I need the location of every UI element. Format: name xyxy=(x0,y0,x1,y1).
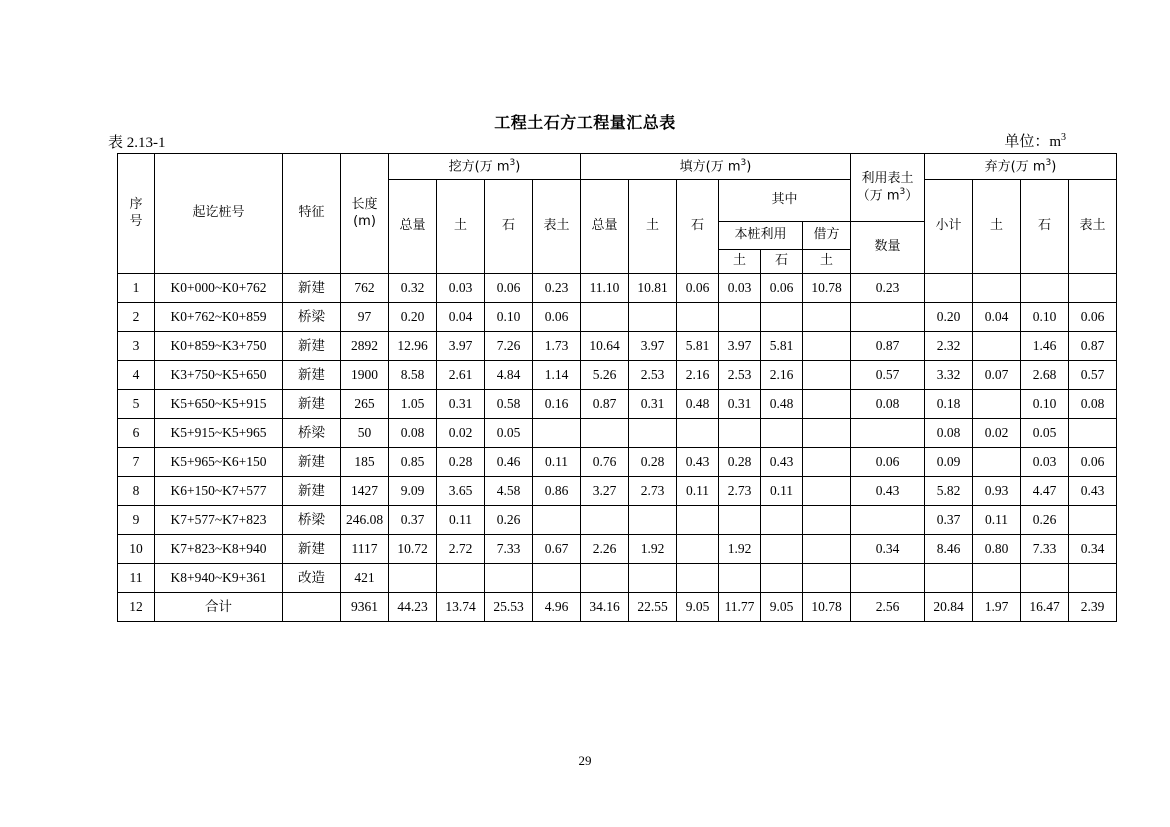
cell-seq: 4 xyxy=(118,361,155,390)
cell-fill-total xyxy=(581,564,629,593)
cell-borrow-soil xyxy=(803,361,851,390)
header-waste-group xyxy=(925,154,1117,180)
cell-waste-topsoil xyxy=(1069,564,1117,593)
header-cut-total: 总量 xyxy=(389,180,437,274)
header-borrow-soil: 土 xyxy=(803,250,851,274)
header-fill-soil: 土 xyxy=(629,180,677,274)
cell-fill-rock xyxy=(677,506,719,535)
cell-fill-soil: 22.55 xyxy=(629,593,677,622)
table-header xyxy=(118,154,1117,274)
cell-seq: 6 xyxy=(118,419,155,448)
cell-station: K0+859~K3+750 xyxy=(155,332,283,361)
cell-fill-soil: 0.28 xyxy=(629,448,677,477)
cell-fill-rock xyxy=(677,564,719,593)
cell-borrow-soil xyxy=(803,564,851,593)
header-waste-topsoil: 表土 xyxy=(1069,180,1117,274)
cell-waste-topsoil: 0.43 xyxy=(1069,477,1117,506)
header-waste-group-sup: 3 xyxy=(1045,157,1052,168)
cell-pile-rock: 0.06 xyxy=(761,274,803,303)
header-length-label: 长度 xyxy=(351,197,378,213)
cell-pile-rock: 9.05 xyxy=(761,593,803,622)
cell-seq: 12 xyxy=(118,593,155,622)
cell-waste-topsoil: 0.08 xyxy=(1069,390,1117,419)
cell-fill-soil xyxy=(629,564,677,593)
cell-waste-soil xyxy=(973,274,1021,303)
cell-length: 185 xyxy=(341,448,389,477)
cell-waste-subtotal: 0.18 xyxy=(925,390,973,419)
cell-waste-topsoil xyxy=(1069,506,1117,535)
cell-waste-subtotal: 3.32 xyxy=(925,361,973,390)
cell-fill-soil xyxy=(629,419,677,448)
header-seq-line2: 号 xyxy=(129,213,143,229)
table-row xyxy=(118,448,1117,477)
cell-fill-total: 34.16 xyxy=(581,593,629,622)
cell-cut-rock: 0.26 xyxy=(485,506,533,535)
cell-pile-soil: 2.73 xyxy=(719,477,761,506)
cell-waste-rock: 0.10 xyxy=(1021,390,1069,419)
cell-fill-total: 5.26 xyxy=(581,361,629,390)
cell-cut-soil: 13.74 xyxy=(437,593,485,622)
cell-use-topsoil xyxy=(851,564,925,593)
cell-fill-total xyxy=(581,303,629,332)
cell-cut-rock: 4.58 xyxy=(485,477,533,506)
cell-fill-rock xyxy=(677,535,719,564)
table-label: 表 2.13-1 xyxy=(108,135,166,151)
cell-waste-topsoil: 0.06 xyxy=(1069,303,1117,332)
cell-fill-rock: 0.11 xyxy=(677,477,719,506)
cell-use-topsoil: 0.87 xyxy=(851,332,925,361)
cell-waste-topsoil: 0.06 xyxy=(1069,448,1117,477)
cell-length: 1427 xyxy=(341,477,389,506)
cell-cut-rock: 25.53 xyxy=(485,593,533,622)
cell-cut-soil: 0.11 xyxy=(437,506,485,535)
cell-length: 9361 xyxy=(341,593,389,622)
cell-pile-soil: 0.28 xyxy=(719,448,761,477)
cell-waste-subtotal: 20.84 xyxy=(925,593,973,622)
cell-seq: 2 xyxy=(118,303,155,332)
header-fill-group xyxy=(581,154,851,180)
cell-cut-rock: 0.58 xyxy=(485,390,533,419)
cell-use-topsoil: 0.23 xyxy=(851,274,925,303)
cell-fill-soil: 0.31 xyxy=(629,390,677,419)
cell-use-topsoil xyxy=(851,303,925,332)
cell-cut-rock: 4.84 xyxy=(485,361,533,390)
cell-waste-topsoil: 0.87 xyxy=(1069,332,1117,361)
cell-pile-soil xyxy=(719,564,761,593)
cell-use-topsoil: 2.56 xyxy=(851,593,925,622)
cell-cut-soil: 3.97 xyxy=(437,332,485,361)
cell-pile-soil: 1.92 xyxy=(719,535,761,564)
cell-seq: 8 xyxy=(118,477,155,506)
header-waste-rock: 石 xyxy=(1021,180,1069,274)
header-cut-rock: 石 xyxy=(485,180,533,274)
cell-waste-rock xyxy=(1021,274,1069,303)
cell-seq: 5 xyxy=(118,390,155,419)
cell-cut-total: 0.20 xyxy=(389,303,437,332)
cell-length: 2892 xyxy=(341,332,389,361)
header-pile-rock: 石 xyxy=(761,250,803,274)
cell-fill-rock xyxy=(677,419,719,448)
cell-waste-subtotal xyxy=(925,564,973,593)
cell-fill-total: 3.27 xyxy=(581,477,629,506)
cell-borrow-soil xyxy=(803,448,851,477)
header-length-unit: (m) xyxy=(353,213,376,229)
header-use-topsoil-line2-text: （万 m xyxy=(856,188,900,204)
header-station: 起讫桩号 xyxy=(155,154,283,274)
table-row xyxy=(118,535,1117,564)
cell-cut-total: 0.85 xyxy=(389,448,437,477)
cell-waste-soil: 0.02 xyxy=(973,419,1021,448)
cell-fill-total xyxy=(581,506,629,535)
cell-pile-rock xyxy=(761,564,803,593)
cell-pile-rock xyxy=(761,303,803,332)
cell-feature: 新建 xyxy=(283,535,341,564)
cell-pile-rock: 0.11 xyxy=(761,477,803,506)
header-row-groups xyxy=(118,154,1117,180)
cell-seq: 7 xyxy=(118,448,155,477)
cell-fill-soil: 10.81 xyxy=(629,274,677,303)
cell-fill-total: 11.10 xyxy=(581,274,629,303)
cell-waste-rock: 2.68 xyxy=(1021,361,1069,390)
table-body xyxy=(118,274,1117,622)
cell-cut-soil: 0.03 xyxy=(437,274,485,303)
cell-pile-rock: 5.81 xyxy=(761,332,803,361)
header-borrow: 借方 xyxy=(803,222,851,250)
cell-fill-total: 0.76 xyxy=(581,448,629,477)
header-fill-group-text: 填方(万 m xyxy=(679,159,741,175)
header-use-topsoil-line2 xyxy=(851,187,924,205)
cell-pile-soil: 0.03 xyxy=(719,274,761,303)
cell-waste-soil: 1.97 xyxy=(973,593,1021,622)
cell-feature: 新建 xyxy=(283,361,341,390)
cell-fill-rock: 2.16 xyxy=(677,361,719,390)
cell-borrow-soil: 10.78 xyxy=(803,274,851,303)
cell-cut-soil xyxy=(437,564,485,593)
cell-pile-rock xyxy=(761,506,803,535)
cell-cut-topsoil: 0.16 xyxy=(533,390,581,419)
cell-waste-rock: 0.26 xyxy=(1021,506,1069,535)
header-use-topsoil-line2-end: ） xyxy=(905,188,919,204)
cell-fill-rock xyxy=(677,303,719,332)
header-fill-group-end: ) xyxy=(746,159,752,175)
cell-fill-soil xyxy=(629,303,677,332)
cell-seq: 10 xyxy=(118,535,155,564)
table-row xyxy=(118,303,1117,332)
cell-borrow-soil: 10.78 xyxy=(803,593,851,622)
cell-pile-rock: 0.43 xyxy=(761,448,803,477)
cell-waste-subtotal: 0.37 xyxy=(925,506,973,535)
cell-cut-rock: 0.06 xyxy=(485,274,533,303)
cell-pile-soil xyxy=(719,419,761,448)
header-waste-subtotal: 小计 xyxy=(925,180,973,274)
header-seq xyxy=(118,154,155,274)
cell-length: 421 xyxy=(341,564,389,593)
header-feature: 特征 xyxy=(283,154,341,274)
header-among-which: 其中 xyxy=(719,180,851,222)
cell-waste-soil xyxy=(973,448,1021,477)
page-title: 工程土石方工程量汇总表 xyxy=(494,113,676,132)
cell-pile-rock: 2.16 xyxy=(761,361,803,390)
cell-fill-rock: 0.06 xyxy=(677,274,719,303)
header-waste-group-end: ) xyxy=(1051,159,1057,175)
cell-fill-soil: 2.73 xyxy=(629,477,677,506)
header-cut-topsoil: 表土 xyxy=(533,180,581,274)
cell-borrow-soil xyxy=(803,477,851,506)
header-waste-group-text: 弃方(万 m xyxy=(984,159,1046,175)
header-pile-soil: 土 xyxy=(719,250,761,274)
cell-length: 50 xyxy=(341,419,389,448)
cell-pile-soil xyxy=(719,506,761,535)
header-pile-use: 本桩利用 xyxy=(719,222,803,250)
cell-cut-topsoil: 4.96 xyxy=(533,593,581,622)
cell-waste-soil xyxy=(973,332,1021,361)
cell-waste-rock: 7.33 xyxy=(1021,535,1069,564)
cell-waste-subtotal: 8.46 xyxy=(925,535,973,564)
cell-pile-rock xyxy=(761,535,803,564)
cell-feature: 新建 xyxy=(283,274,341,303)
cell-borrow-soil xyxy=(803,303,851,332)
cell-use-topsoil: 0.57 xyxy=(851,361,925,390)
cell-feature: 新建 xyxy=(283,390,341,419)
cell-cut-topsoil xyxy=(533,419,581,448)
cell-use-topsoil: 0.43 xyxy=(851,477,925,506)
cell-waste-subtotal: 0.08 xyxy=(925,419,973,448)
cell-station: K0+762~K0+859 xyxy=(155,303,283,332)
cell-pile-soil: 3.97 xyxy=(719,332,761,361)
cell-fill-soil: 1.92 xyxy=(629,535,677,564)
table-row xyxy=(118,564,1117,593)
header-fill-total: 总量 xyxy=(581,180,629,274)
cell-cut-total: 12.96 xyxy=(389,332,437,361)
table-row xyxy=(118,506,1117,535)
cell-cut-soil: 0.02 xyxy=(437,419,485,448)
cell-waste-soil: 0.80 xyxy=(973,535,1021,564)
cell-cut-soil: 2.72 xyxy=(437,535,485,564)
cell-station: K3+750~K5+650 xyxy=(155,361,283,390)
cell-cut-soil: 0.04 xyxy=(437,303,485,332)
table-row xyxy=(118,332,1117,361)
cell-pile-soil: 11.77 xyxy=(719,593,761,622)
cell-cut-rock: 0.46 xyxy=(485,448,533,477)
cell-waste-subtotal: 2.32 xyxy=(925,332,973,361)
cell-waste-rock: 0.05 xyxy=(1021,419,1069,448)
cell-cut-topsoil: 0.23 xyxy=(533,274,581,303)
cell-use-topsoil: 0.08 xyxy=(851,390,925,419)
cell-cut-total: 1.05 xyxy=(389,390,437,419)
table-row xyxy=(118,477,1117,506)
cell-feature: 新建 xyxy=(283,332,341,361)
cell-waste-soil: 0.93 xyxy=(973,477,1021,506)
cell-waste-soil: 0.11 xyxy=(973,506,1021,535)
cell-waste-rock xyxy=(1021,564,1069,593)
cell-cut-rock xyxy=(485,564,533,593)
cell-waste-subtotal: 0.09 xyxy=(925,448,973,477)
cell-cut-rock: 0.05 xyxy=(485,419,533,448)
cell-fill-rock: 5.81 xyxy=(677,332,719,361)
cell-borrow-soil xyxy=(803,332,851,361)
cell-borrow-soil xyxy=(803,506,851,535)
cell-length: 762 xyxy=(341,274,389,303)
earthwork-summary-table xyxy=(117,153,1117,622)
cell-use-topsoil: 0.06 xyxy=(851,448,925,477)
cell-station: K8+940~K9+361 xyxy=(155,564,283,593)
cell-cut-rock: 0.10 xyxy=(485,303,533,332)
cell-station: K5+650~K5+915 xyxy=(155,390,283,419)
cell-fill-total: 2.26 xyxy=(581,535,629,564)
cell-feature: 新建 xyxy=(283,448,341,477)
table-row xyxy=(118,390,1117,419)
cell-pile-soil: 2.53 xyxy=(719,361,761,390)
cell-borrow-soil xyxy=(803,419,851,448)
unit-label xyxy=(1004,130,1066,151)
cell-use-topsoil xyxy=(851,506,925,535)
table-row xyxy=(118,361,1117,390)
header-cut-group-sup: 3 xyxy=(509,157,516,168)
cell-cut-total: 0.32 xyxy=(389,274,437,303)
cell-use-topsoil xyxy=(851,419,925,448)
cell-cut-rock: 7.26 xyxy=(485,332,533,361)
cell-station: K7+577~K7+823 xyxy=(155,506,283,535)
cell-feature xyxy=(283,593,341,622)
table-row-total xyxy=(118,593,1117,622)
header-fill-rock: 石 xyxy=(677,180,719,274)
cell-waste-topsoil: 0.34 xyxy=(1069,535,1117,564)
header-cut-group-end: ) xyxy=(515,159,521,175)
cell-fill-soil xyxy=(629,506,677,535)
unit-label-text: 单位：m xyxy=(1004,134,1061,150)
cell-waste-subtotal xyxy=(925,274,973,303)
cell-waste-topsoil xyxy=(1069,419,1117,448)
page-number: 29 xyxy=(578,753,592,768)
table-row xyxy=(118,419,1117,448)
cell-waste-rock: 0.03 xyxy=(1021,448,1069,477)
cell-cut-topsoil xyxy=(533,506,581,535)
cell-seq: 1 xyxy=(118,274,155,303)
cell-cut-topsoil: 1.73 xyxy=(533,332,581,361)
cell-borrow-soil xyxy=(803,390,851,419)
cell-seq: 3 xyxy=(118,332,155,361)
cell-waste-topsoil: 2.39 xyxy=(1069,593,1117,622)
cell-waste-rock: 16.47 xyxy=(1021,593,1069,622)
unit-label-exponent: 3 xyxy=(1061,132,1066,143)
cell-fill-rock: 0.43 xyxy=(677,448,719,477)
cell-station: K5+965~K6+150 xyxy=(155,448,283,477)
cell-waste-rock: 0.10 xyxy=(1021,303,1069,332)
cell-cut-total: 8.58 xyxy=(389,361,437,390)
header-seq-line1: 序 xyxy=(129,197,143,213)
cell-waste-soil xyxy=(973,564,1021,593)
table-row xyxy=(118,274,1117,303)
header-use-topsoil xyxy=(851,154,925,222)
cell-waste-soil: 0.04 xyxy=(973,303,1021,332)
cell-borrow-soil xyxy=(803,535,851,564)
cell-seq: 11 xyxy=(118,564,155,593)
cell-seq: 9 xyxy=(118,506,155,535)
header-cut-group xyxy=(389,154,581,180)
cell-fill-total: 0.87 xyxy=(581,390,629,419)
header-fill-group-sup: 3 xyxy=(740,157,747,168)
cell-cut-topsoil: 0.06 xyxy=(533,303,581,332)
cell-feature: 改造 xyxy=(283,564,341,593)
cell-cut-total: 10.72 xyxy=(389,535,437,564)
header-length xyxy=(341,154,389,274)
cell-station: K7+823~K8+940 xyxy=(155,535,283,564)
header-cut-group-text: 挖方(万 m xyxy=(448,159,510,175)
header-cut-soil: 土 xyxy=(437,180,485,274)
cell-waste-rock: 4.47 xyxy=(1021,477,1069,506)
cell-station: K0+000~K0+762 xyxy=(155,274,283,303)
cell-cut-total: 0.37 xyxy=(389,506,437,535)
cell-waste-soil xyxy=(973,390,1021,419)
cell-length: 1117 xyxy=(341,535,389,564)
cell-length: 246.08 xyxy=(341,506,389,535)
cell-use-topsoil: 0.34 xyxy=(851,535,925,564)
cell-fill-soil: 3.97 xyxy=(629,332,677,361)
cell-waste-soil: 0.07 xyxy=(973,361,1021,390)
cell-feature: 桥梁 xyxy=(283,303,341,332)
cell-waste-topsoil: 0.57 xyxy=(1069,361,1117,390)
cell-cut-soil: 0.31 xyxy=(437,390,485,419)
cell-fill-total xyxy=(581,419,629,448)
header-quantity: 数量 xyxy=(851,222,925,274)
cell-cut-soil: 2.61 xyxy=(437,361,485,390)
cell-fill-soil: 2.53 xyxy=(629,361,677,390)
cell-waste-rock: 1.46 xyxy=(1021,332,1069,361)
cell-length: 265 xyxy=(341,390,389,419)
cell-cut-rock: 7.33 xyxy=(485,535,533,564)
cell-fill-total: 10.64 xyxy=(581,332,629,361)
cell-cut-soil: 3.65 xyxy=(437,477,485,506)
cell-fill-rock: 9.05 xyxy=(677,593,719,622)
cell-feature: 桥梁 xyxy=(283,419,341,448)
cell-pile-rock: 0.48 xyxy=(761,390,803,419)
cell-pile-rock xyxy=(761,419,803,448)
cell-length: 1900 xyxy=(341,361,389,390)
cell-cut-topsoil: 0.67 xyxy=(533,535,581,564)
cell-cut-topsoil xyxy=(533,564,581,593)
cell-cut-total xyxy=(389,564,437,593)
cell-cut-topsoil: 0.11 xyxy=(533,448,581,477)
cell-cut-total: 9.09 xyxy=(389,477,437,506)
cell-fill-rock: 0.48 xyxy=(677,390,719,419)
cell-station: K5+915~K5+965 xyxy=(155,419,283,448)
cell-station: K6+150~K7+577 xyxy=(155,477,283,506)
cell-waste-subtotal: 5.82 xyxy=(925,477,973,506)
header-use-topsoil-sup: 3 xyxy=(899,186,906,197)
cell-cut-total: 44.23 xyxy=(389,593,437,622)
cell-cut-total: 0.08 xyxy=(389,419,437,448)
cell-pile-soil xyxy=(719,303,761,332)
cell-feature: 新建 xyxy=(283,477,341,506)
cell-pile-soil: 0.31 xyxy=(719,390,761,419)
cell-cut-soil: 0.28 xyxy=(437,448,485,477)
header-use-topsoil-line1: 利用表土 xyxy=(861,170,914,186)
cell-waste-topsoil xyxy=(1069,274,1117,303)
cell-feature: 桥梁 xyxy=(283,506,341,535)
cell-cut-topsoil: 0.86 xyxy=(533,477,581,506)
cell-waste-subtotal: 0.20 xyxy=(925,303,973,332)
cell-length: 97 xyxy=(341,303,389,332)
cell-cut-topsoil: 1.14 xyxy=(533,361,581,390)
cell-station: 合计 xyxy=(155,593,283,622)
header-waste-soil: 土 xyxy=(973,180,1021,274)
